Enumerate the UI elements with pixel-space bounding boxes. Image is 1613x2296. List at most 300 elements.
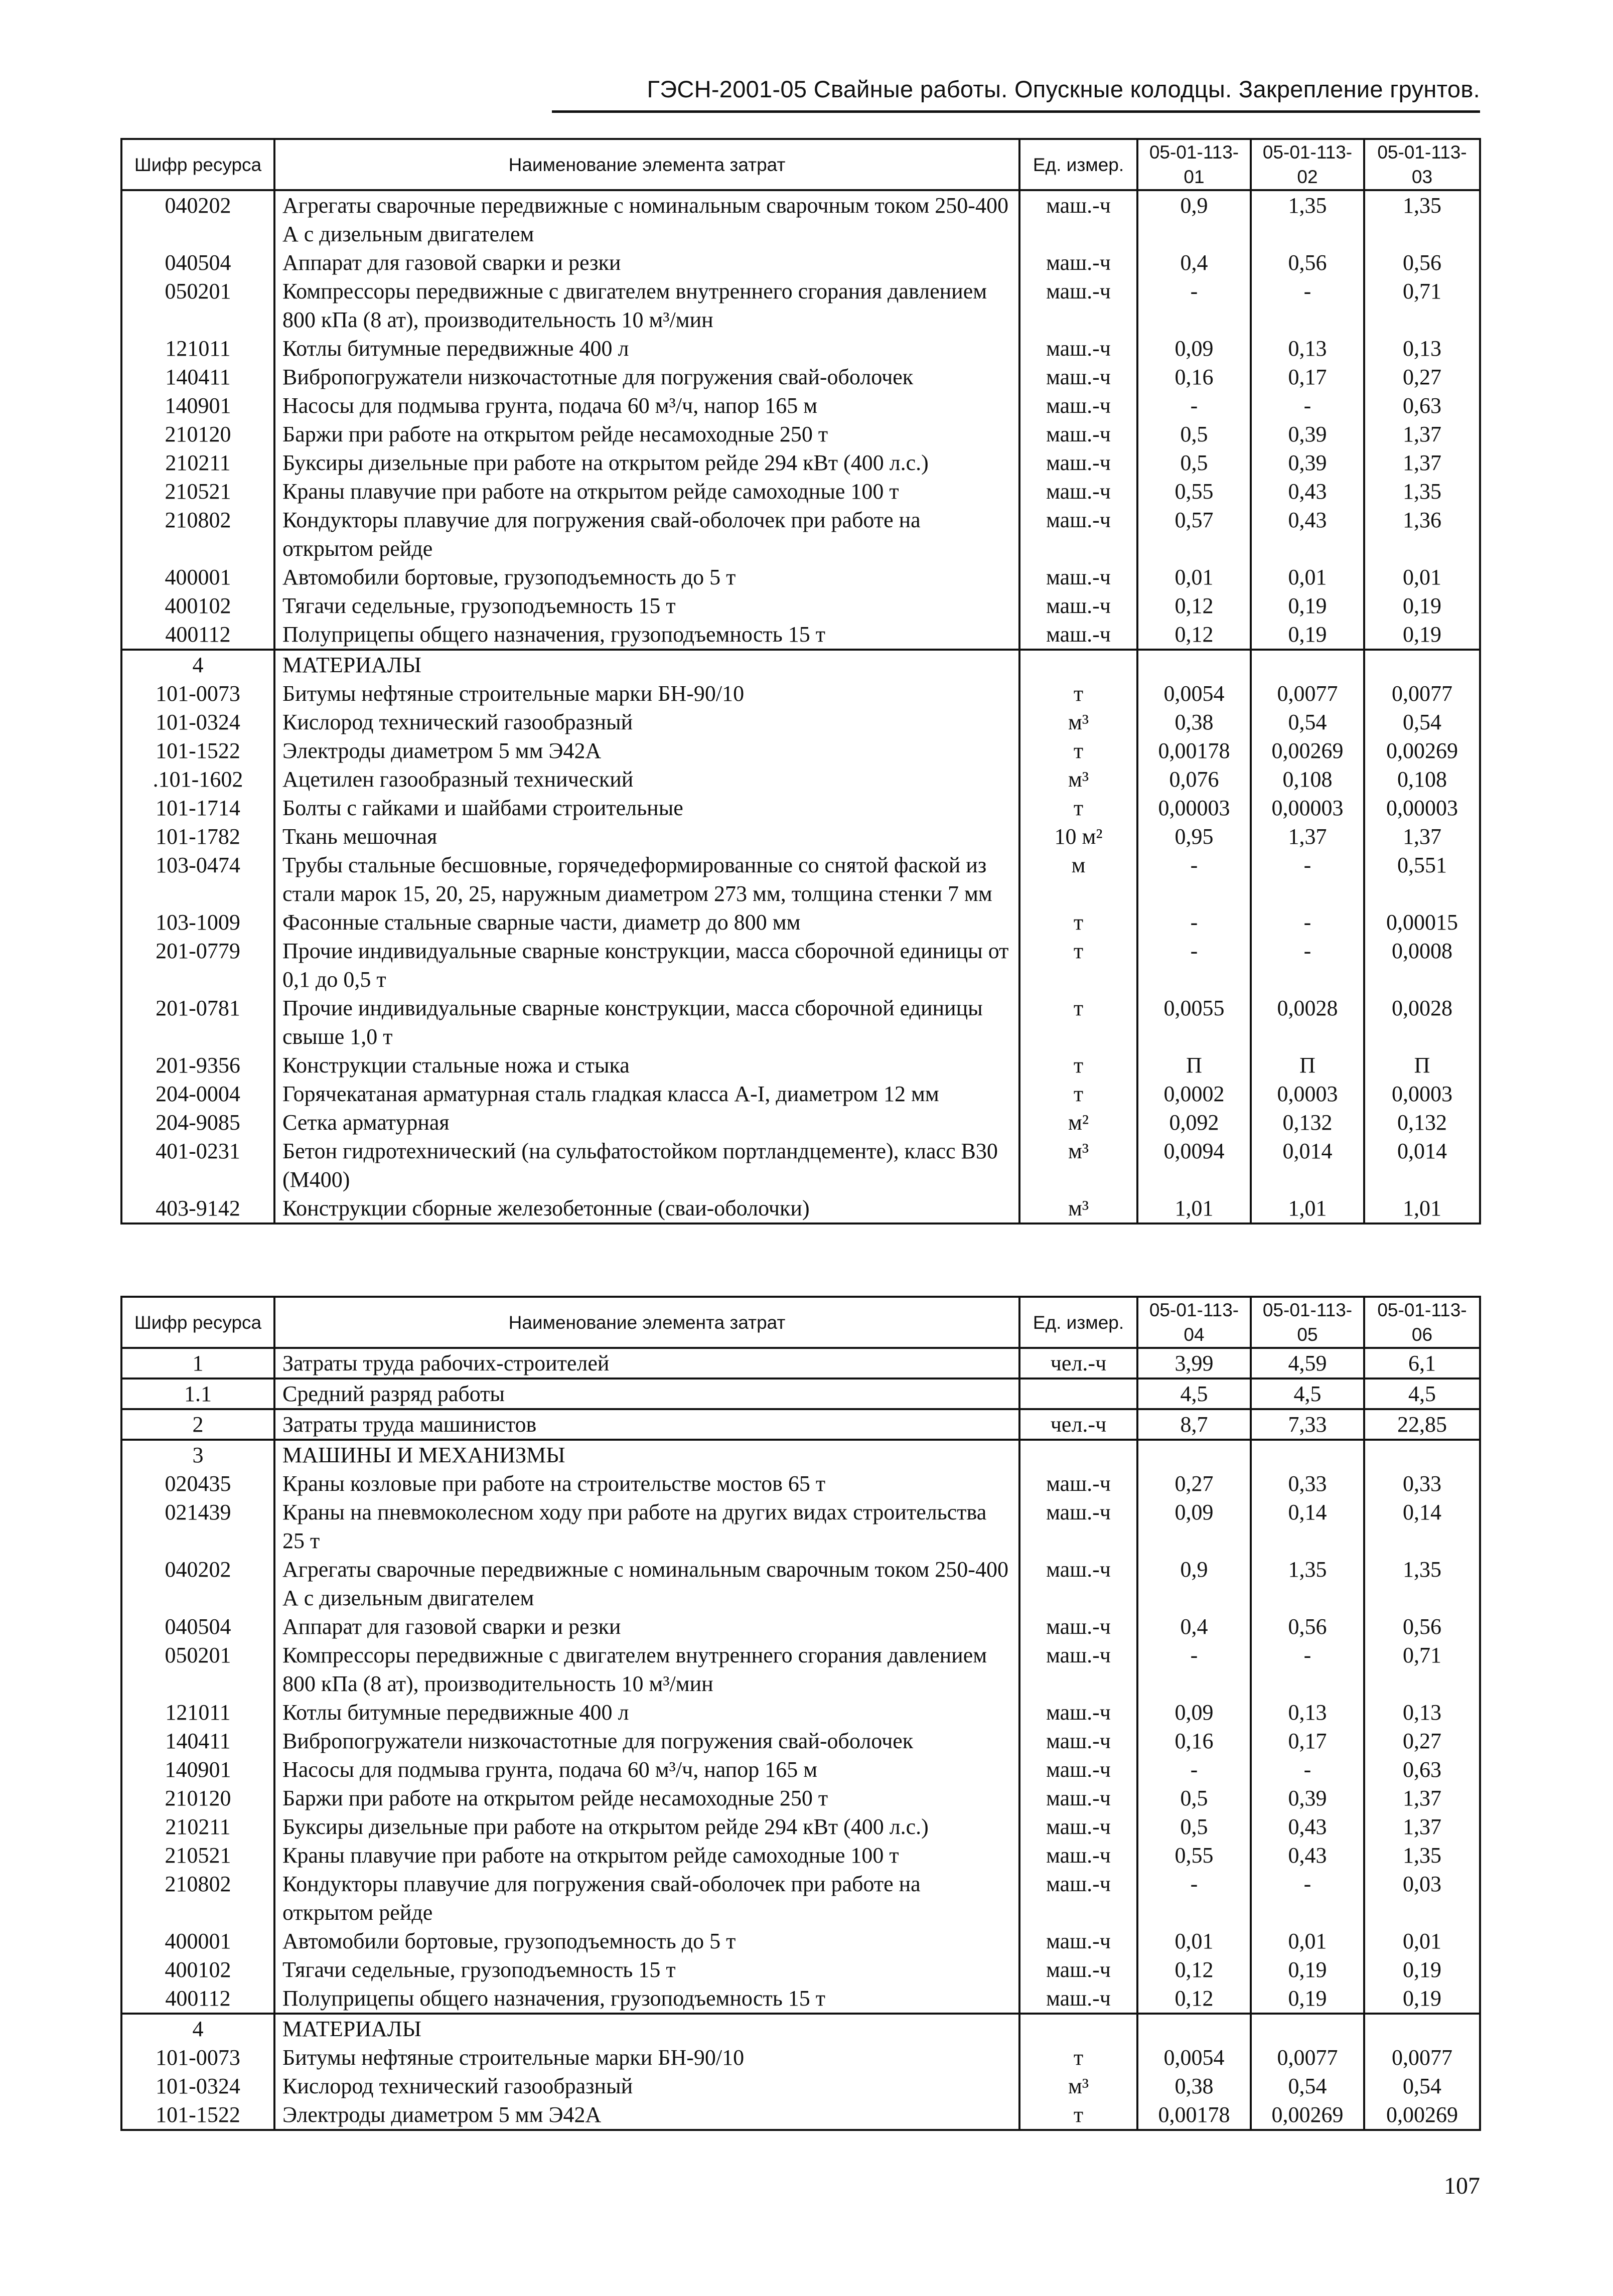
- cell-element-name: Насосы для подмыва грунта, подача 60 м³/ч, напор 165 м: [274, 391, 1019, 420]
- cell-norm-1: -: [1137, 851, 1251, 908]
- table-row: [121, 506, 1480, 563]
- cell-unit: маш.-ч: [1019, 334, 1137, 363]
- cell-unit: маш.-ч: [1019, 1927, 1137, 1955]
- cell-resource-code: 040504: [121, 248, 274, 277]
- table-row: [121, 765, 1480, 794]
- table-row: [121, 1469, 1480, 1498]
- cell-norm-1: 0,12: [1137, 591, 1251, 620]
- cell-norm-3: 0,71: [1364, 277, 1480, 334]
- cell-unit: маш.-ч: [1019, 1498, 1137, 1555]
- cell-element-name: Фасонные стальные сварные части, диаметр до 800 мм: [274, 908, 1019, 937]
- cell-norm-2: 1,37: [1251, 822, 1364, 851]
- cell-resource-code: 400001: [121, 563, 274, 591]
- cell-norm-3: 0,54: [1364, 2072, 1480, 2100]
- cell-resource-code: 2: [121, 1409, 274, 1440]
- cell-resource-code: 400102: [121, 591, 274, 620]
- cell-norm-1: -: [1137, 1641, 1251, 1698]
- cell-norm-2: -: [1251, 908, 1364, 937]
- cell-norm-1: [1137, 650, 1251, 679]
- cell-norm-1: 0,5: [1137, 448, 1251, 477]
- cell-unit: маш.-ч: [1019, 391, 1137, 420]
- cell-element-name: Краны козловые при работе на строительстве мостов 65 т: [274, 1469, 1019, 1498]
- header-code: Шифр ресурса: [121, 1297, 274, 1348]
- table-row: [121, 851, 1480, 908]
- table-row: [121, 1051, 1480, 1080]
- cell-unit: маш.-ч: [1019, 1955, 1137, 1984]
- cell-unit: м³: [1019, 708, 1137, 736]
- cell-resource-code: 210521: [121, 477, 274, 506]
- cell-norm-3: 0,108: [1364, 765, 1480, 794]
- cell-element-name: Краны на пневмоколесном ходу при работе на других видах строительства 25 т: [274, 1498, 1019, 1555]
- cell-unit: маш.-ч: [1019, 363, 1137, 391]
- cell-element-name: Ткань мешочная: [274, 822, 1019, 851]
- table-body: [121, 1348, 1480, 2130]
- cell-element-name: Тягачи седельные, грузоподъемность 15 т: [274, 1955, 1019, 1984]
- cell-norm-3: 22,85: [1364, 1409, 1480, 1440]
- cell-norm-2: 0,19: [1251, 1955, 1364, 1984]
- cell-norm-1: 0,09: [1137, 334, 1251, 363]
- cell-norm-1: 0,01: [1137, 1927, 1251, 1955]
- cell-norm-1: 0,0055: [1137, 994, 1251, 1051]
- table-row: [121, 2100, 1480, 2130]
- table-row: [121, 420, 1480, 448]
- section-row: [121, 650, 1480, 679]
- cell-norm-1: 0,55: [1137, 1841, 1251, 1870]
- cell-unit: т: [1019, 1051, 1137, 1080]
- cell-norm-3: [1364, 2014, 1480, 2043]
- cell-norm-3: 0,19: [1364, 1984, 1480, 2014]
- cell-resource-code: 1: [121, 1348, 274, 1379]
- cell-resource-code: 210120: [121, 1784, 274, 1812]
- cell-resource-code: 210521: [121, 1841, 274, 1870]
- cell-norm-1: 0,076: [1137, 765, 1251, 794]
- cell-norm-1: 0,27: [1137, 1469, 1251, 1498]
- cell-element-name: Затраты труда машинистов: [274, 1409, 1019, 1440]
- cell-unit: м³: [1019, 765, 1137, 794]
- cell-norm-2: 0,0077: [1251, 2043, 1364, 2072]
- cell-norm-2: 0,01: [1251, 1927, 1364, 1955]
- cell-norm-3: 0,00015: [1364, 908, 1480, 937]
- cell-element-name: Котлы битумные передвижные 400 л: [274, 334, 1019, 363]
- cell-element-name: Средний разряд работы: [274, 1379, 1019, 1409]
- cell-norm-3: 0,54: [1364, 708, 1480, 736]
- cell-element-name: Агрегаты сварочные передвижные с номинальным сварочным током 250-400 А с дизельным двигателем: [274, 1555, 1019, 1612]
- cell-norm-2: 0,54: [1251, 708, 1364, 736]
- cell-norm-2: 0,13: [1251, 1698, 1364, 1727]
- cell-norm-3: 1,36: [1364, 506, 1480, 563]
- table-row: [121, 1927, 1480, 1955]
- cell-norm-1: 0,4: [1137, 1612, 1251, 1641]
- cell-norm-1: 0,12: [1137, 620, 1251, 650]
- cell-unit: т: [1019, 908, 1137, 937]
- cell-element-name: Прочие индивидуальные сварные конструкции, масса сборочной единицы свыше 1,0 т: [274, 994, 1019, 1051]
- cell-norm-3: [1364, 1440, 1480, 1469]
- cell-resource-code: 140901: [121, 391, 274, 420]
- cell-unit: маш.-ч: [1019, 1698, 1137, 1727]
- section-row: [121, 1440, 1480, 1469]
- cell-resource-code: 103-1009: [121, 908, 274, 937]
- table-row: [121, 1641, 1480, 1698]
- cell-norm-2: 0,00003: [1251, 794, 1364, 822]
- cell-resource-code: 101-1782: [121, 822, 274, 851]
- cell-norm-3: 0,03: [1364, 1870, 1480, 1927]
- table-header-row: [121, 1297, 1480, 1348]
- table-row: [121, 1409, 1480, 1440]
- cell-norm-1: -: [1137, 908, 1251, 937]
- cell-element-name: Автомобили бортовые, грузоподъемность до 5 т: [274, 1927, 1019, 1955]
- cell-norm-3: 1,37: [1364, 1812, 1480, 1841]
- cell-norm-2: 0,43: [1251, 506, 1364, 563]
- cell-resource-code: 1.1: [121, 1379, 274, 1409]
- cell-norm-3: 0,551: [1364, 851, 1480, 908]
- cell-element-name: Насосы для подмыва грунта, подача 60 м³/ч, напор 165 м: [274, 1755, 1019, 1784]
- cell-unit: т: [1019, 994, 1137, 1051]
- table-row: [121, 1870, 1480, 1927]
- cell-norm-3: 0,19: [1364, 1955, 1480, 1984]
- cell-element-name: Кислород технический газообразный: [274, 2072, 1019, 2100]
- cell-norm-2: П: [1251, 1051, 1364, 1080]
- cell-element-name: Компрессоры передвижные с двигателем внутреннего сгорания давлением 800 кПа (8 ат), производительность 10 м³/мин: [274, 277, 1019, 334]
- cell-norm-3: 0,19: [1364, 591, 1480, 620]
- table-row: [121, 1137, 1480, 1194]
- table-row: [121, 736, 1480, 765]
- cell-norm-3: 0,27: [1364, 1727, 1480, 1755]
- cell-norm-3: 0,56: [1364, 1612, 1480, 1641]
- cell-unit: маш.-ч: [1019, 591, 1137, 620]
- cell-unit: маш.-ч: [1019, 1555, 1137, 1612]
- table-row: [121, 1841, 1480, 1870]
- cell-norm-3: 0,71: [1364, 1641, 1480, 1698]
- cell-norm-2: 0,00269: [1251, 2100, 1364, 2130]
- cell-norm-2: 0,108: [1251, 765, 1364, 794]
- cell-unit: чел.-ч: [1019, 1409, 1137, 1440]
- cell-norm-2: 0,43: [1251, 477, 1364, 506]
- cell-resource-code: 403-9142: [121, 1194, 274, 1223]
- cell-unit: маш.-ч: [1019, 1870, 1137, 1927]
- cell-norm-3: 1,37: [1364, 420, 1480, 448]
- table-row: [121, 2043, 1480, 2072]
- table-row: [121, 1194, 1480, 1223]
- cell-norm-1: 0,9: [1137, 190, 1251, 248]
- cell-element-name: Ацетилен газообразный технический: [274, 765, 1019, 794]
- cell-norm-3: 0,14: [1364, 1498, 1480, 1555]
- cell-element-name: Краны плавучие при работе на открытом рейде самоходные 100 т: [274, 1841, 1019, 1870]
- cell-norm-1: 0,9: [1137, 1555, 1251, 1612]
- cell-unit: маш.-ч: [1019, 1469, 1137, 1498]
- cell-norm-2: 0,19: [1251, 620, 1364, 650]
- cell-norm-2: 0,14: [1251, 1498, 1364, 1555]
- cell-norm-1: 0,01: [1137, 563, 1251, 591]
- cell-element-name: Вибропогружатели низкочастотные для погружения свай-оболочек: [274, 1727, 1019, 1755]
- cell-unit: маш.-ч: [1019, 420, 1137, 448]
- cell-resource-code: 040202: [121, 1555, 274, 1612]
- cell-norm-1: 3,99: [1137, 1348, 1251, 1379]
- cell-unit: м²: [1019, 1108, 1137, 1137]
- table-row: [121, 679, 1480, 708]
- cell-element-name: Буксиры дизельные при работе на открытом рейде 294 кВт (400 л.с.): [274, 1812, 1019, 1841]
- cell-element-name: Болты с гайками и шайбами строительные: [274, 794, 1019, 822]
- header-norm-2: 05-01-113-02: [1251, 139, 1364, 190]
- table-row: [121, 1698, 1480, 1727]
- cell-norm-3: 0,00269: [1364, 2100, 1480, 2130]
- cell-norm-3: 1,35: [1364, 1555, 1480, 1612]
- header-norm-3: 05-01-113-06: [1364, 1297, 1480, 1348]
- cell-norm-2: 1,35: [1251, 190, 1364, 248]
- cell-unit: м³: [1019, 2072, 1137, 2100]
- cell-unit: маш.-ч: [1019, 1984, 1137, 2014]
- cell-element-name: Вибропогружатели низкочастотные для погружения свай-оболочек: [274, 363, 1019, 391]
- cell-unit: маш.-ч: [1019, 277, 1137, 334]
- cell-unit: маш.-ч: [1019, 477, 1137, 506]
- cell-resource-code: 210120: [121, 420, 274, 448]
- cell-unit: маш.-ч: [1019, 1612, 1137, 1641]
- page-number: 107: [1444, 2173, 1480, 2199]
- cell-unit: чел.-ч: [1019, 1348, 1137, 1379]
- cell-resource-code: 201-0781: [121, 994, 274, 1051]
- cell-element-name: Полуприцепы общего назначения, грузоподъемность 15 т: [274, 1984, 1019, 2014]
- cell-element-name: Полуприцепы общего назначения, грузоподъемность 15 т: [274, 620, 1019, 650]
- cell-norm-2: [1251, 2014, 1364, 2043]
- cell-resource-code: 101-1522: [121, 736, 274, 765]
- cell-resource-code: 101-1714: [121, 794, 274, 822]
- cell-unit: [1019, 1440, 1137, 1469]
- table-row: [121, 822, 1480, 851]
- cell-unit: т: [1019, 736, 1137, 765]
- table-row: [121, 1612, 1480, 1641]
- cell-resource-code: 3: [121, 1440, 274, 1469]
- cell-norm-2: 0,43: [1251, 1841, 1364, 1870]
- cell-norm-2: 1,01: [1251, 1194, 1364, 1223]
- header-norm-2: 05-01-113-05: [1251, 1297, 1364, 1348]
- table-row: [121, 1755, 1480, 1784]
- cell-norm-3: 0,13: [1364, 1698, 1480, 1727]
- cell-norm-3: 0,0008: [1364, 937, 1480, 994]
- cell-norm-2: 0,39: [1251, 448, 1364, 477]
- cell-resource-code: 400112: [121, 1984, 274, 2014]
- cell-resource-code: 121011: [121, 1698, 274, 1727]
- cell-norm-3: 0,19: [1364, 620, 1480, 650]
- table-row: [121, 1955, 1480, 1984]
- cell-norm-3: 0,01: [1364, 1927, 1480, 1955]
- table-row: [121, 591, 1480, 620]
- table-row: [121, 994, 1480, 1051]
- cell-unit: м³: [1019, 1194, 1137, 1223]
- cell-resource-code: 210211: [121, 448, 274, 477]
- cell-unit: маш.-ч: [1019, 1784, 1137, 1812]
- header-norm-1: 05-01-113-01: [1137, 139, 1251, 190]
- cell-element-name: Краны плавучие при работе на открытом рейде самоходные 100 т: [274, 477, 1019, 506]
- cell-resource-code: 4: [121, 650, 274, 679]
- cell-resource-code: 400102: [121, 1955, 274, 1984]
- cell-norm-3: 0,33: [1364, 1469, 1480, 1498]
- cell-element-name: Тягачи седельные, грузоподъемность 15 т: [274, 591, 1019, 620]
- table-row: [121, 563, 1480, 591]
- table-row: [121, 190, 1480, 248]
- cell-norm-3: 0,0077: [1364, 2043, 1480, 2072]
- cell-norm-1: 0,38: [1137, 708, 1251, 736]
- table-row: [121, 1812, 1480, 1841]
- header-norm-3: 05-01-113-03: [1364, 139, 1480, 190]
- header-unit: Ед. измер.: [1019, 139, 1137, 190]
- cell-norm-3: 0,01: [1364, 563, 1480, 591]
- cell-norm-2: 0,00269: [1251, 736, 1364, 765]
- header-name: Наименование элемента затрат: [274, 1297, 1019, 1348]
- cell-element-name: МАТЕРИАЛЫ: [274, 2014, 1019, 2043]
- cell-norm-2: -: [1251, 1755, 1364, 1784]
- cell-unit: [1019, 1379, 1137, 1409]
- table-row: [121, 363, 1480, 391]
- table-row: [121, 1080, 1480, 1108]
- cell-element-name: Компрессоры передвижные с двигателем внутреннего сгорания давлением 800 кПа (8 ат), производительность 10 м³/мин: [274, 1641, 1019, 1698]
- cell-norm-2: -: [1251, 277, 1364, 334]
- cell-norm-3: 0,00269: [1364, 736, 1480, 765]
- table-row: [121, 2072, 1480, 2100]
- cell-norm-1: 0,00178: [1137, 2100, 1251, 2130]
- cell-resource-code: 101-0073: [121, 679, 274, 708]
- cell-resource-code: 210802: [121, 1870, 274, 1927]
- cell-unit: т: [1019, 1080, 1137, 1108]
- cell-norm-1: 8,7: [1137, 1409, 1251, 1440]
- table-row: [121, 477, 1480, 506]
- cell-element-name: Агрегаты сварочные передвижные с номинальным сварочным током 250-400 А с дизельным двигателем: [274, 190, 1019, 248]
- table-row: [121, 1379, 1480, 1409]
- cell-resource-code: 121011: [121, 334, 274, 363]
- cell-norm-2: 0,01: [1251, 563, 1364, 591]
- cell-norm-3: 0,0003: [1364, 1080, 1480, 1108]
- cell-norm-1: 0,16: [1137, 363, 1251, 391]
- cell-resource-code: 204-9085: [121, 1108, 274, 1137]
- cell-norm-2: 0,014: [1251, 1137, 1364, 1194]
- cell-element-name: Сетка арматурная: [274, 1108, 1019, 1137]
- cell-norm-2: 1,35: [1251, 1555, 1364, 1612]
- cell-unit: маш.-ч: [1019, 563, 1137, 591]
- cell-norm-1: -: [1137, 1870, 1251, 1927]
- table-row: [121, 1348, 1480, 1379]
- cell-norm-1: 0,0054: [1137, 2043, 1251, 2072]
- cell-norm-2: -: [1251, 1641, 1364, 1698]
- cell-norm-1: -: [1137, 937, 1251, 994]
- cell-unit: маш.-ч: [1019, 448, 1137, 477]
- cell-element-name: Кондукторы плавучие для погружения свай-оболочек при работе на открытом рейде: [274, 1870, 1019, 1927]
- cell-unit: т: [1019, 2100, 1137, 2130]
- cell-unit: маш.-ч: [1019, 1841, 1137, 1870]
- cell-norm-3: 4,5: [1364, 1379, 1480, 1409]
- cell-norm-1: 0,57: [1137, 506, 1251, 563]
- table-row: [121, 1784, 1480, 1812]
- cell-resource-code: 050201: [121, 277, 274, 334]
- cell-resource-code: 101-0073: [121, 2043, 274, 2072]
- cell-norm-2: 0,39: [1251, 1784, 1364, 1812]
- cell-unit: м³: [1019, 1137, 1137, 1194]
- cell-norm-2: 0,54: [1251, 2072, 1364, 2100]
- cell-norm-2: 0,13: [1251, 334, 1364, 363]
- cell-resource-code: 140411: [121, 363, 274, 391]
- cell-norm-1: -: [1137, 1755, 1251, 1784]
- header-rule: [552, 110, 1480, 113]
- cell-norm-3: 1,37: [1364, 1784, 1480, 1812]
- cell-norm-1: 0,5: [1137, 1812, 1251, 1841]
- cell-resource-code: 401-0231: [121, 1137, 274, 1194]
- cell-norm-3: 0,27: [1364, 363, 1480, 391]
- cell-norm-3: 1,35: [1364, 190, 1480, 248]
- cell-resource-code: 020435: [121, 1469, 274, 1498]
- cell-unit: маш.-ч: [1019, 1755, 1137, 1784]
- cell-element-name: Битумы нефтяные строительные марки БН-90/10: [274, 2043, 1019, 2072]
- table-row: [121, 794, 1480, 822]
- cell-element-name: МАТЕРИАЛЫ: [274, 650, 1019, 679]
- cell-resource-code: 4: [121, 2014, 274, 2043]
- cell-norm-1: 1,01: [1137, 1194, 1251, 1223]
- cell-element-name: Баржи при работе на открытом рейде несамоходные 250 т: [274, 1784, 1019, 1812]
- cell-element-name: Котлы битумные передвижные 400 л: [274, 1698, 1019, 1727]
- cell-element-name: МАШИНЫ И МЕХАНИЗМЫ: [274, 1440, 1019, 1469]
- cell-resource-code: 101-1522: [121, 2100, 274, 2130]
- cell-unit: маш.-ч: [1019, 1727, 1137, 1755]
- cell-norm-1: 0,5: [1137, 1784, 1251, 1812]
- table-row: [121, 1498, 1480, 1555]
- cell-resource-code: 050201: [121, 1641, 274, 1698]
- cell-norm-3: 1,35: [1364, 477, 1480, 506]
- cell-norm-1: 0,0054: [1137, 679, 1251, 708]
- cell-resource-code: 400112: [121, 620, 274, 650]
- table-row: [121, 448, 1480, 477]
- cell-unit: маш.-ч: [1019, 190, 1137, 248]
- cell-norm-3: 1,01: [1364, 1194, 1480, 1223]
- cell-norm-3: 0,56: [1364, 248, 1480, 277]
- cell-unit: т: [1019, 2043, 1137, 2072]
- table-row: [121, 708, 1480, 736]
- cell-norm-2: 0,17: [1251, 1727, 1364, 1755]
- section-row: [121, 2014, 1480, 2043]
- cell-norm-1: 0,5: [1137, 420, 1251, 448]
- cell-norm-3: 0,13: [1364, 334, 1480, 363]
- cell-norm-2: -: [1251, 851, 1364, 908]
- cell-norm-1: 0,55: [1137, 477, 1251, 506]
- cell-norm-2: [1251, 1440, 1364, 1469]
- cell-element-name: Баржи при работе на открытом рейде несамоходные 250 т: [274, 420, 1019, 448]
- cell-element-name: Электроды диаметром 5 мм Э42А: [274, 736, 1019, 765]
- header-code: Шифр ресурса: [121, 139, 274, 190]
- cell-norm-1: 0,00003: [1137, 794, 1251, 822]
- cell-norm-3: 1,37: [1364, 822, 1480, 851]
- resource-table-1: [120, 138, 1481, 1224]
- cell-norm-2: 0,56: [1251, 1612, 1364, 1641]
- cell-norm-1: П: [1137, 1051, 1251, 1080]
- cell-norm-1: 0,4: [1137, 248, 1251, 277]
- cell-norm-1: [1137, 2014, 1251, 2043]
- cell-norm-2: 0,19: [1251, 591, 1364, 620]
- cell-element-name: Аппарат для газовой сварки и резки: [274, 248, 1019, 277]
- cell-element-name: Трубы стальные бесшовные, горячедеформированные со снятой фаской из стали марок 15, 20, 25, наружным диаметром 273 мм, толщина стенки 7 мм: [274, 851, 1019, 908]
- cell-norm-2: [1251, 650, 1364, 679]
- table-row: [121, 1727, 1480, 1755]
- cell-norm-1: 0,092: [1137, 1108, 1251, 1137]
- cell-element-name: Битумы нефтяные строительные марки БН-90/10: [274, 679, 1019, 708]
- cell-unit: 10 м²: [1019, 822, 1137, 851]
- header-name: Наименование элемента затрат: [274, 139, 1019, 190]
- cell-norm-3: 0,63: [1364, 1755, 1480, 1784]
- cell-norm-3: 0,0028: [1364, 994, 1480, 1051]
- cell-norm-2: 0,0077: [1251, 679, 1364, 708]
- cell-norm-2: -: [1251, 1870, 1364, 1927]
- cell-norm-2: 0,56: [1251, 248, 1364, 277]
- table-body: [121, 190, 1480, 1223]
- cell-norm-3: 6,1: [1364, 1348, 1480, 1379]
- cell-norm-2: 0,17: [1251, 363, 1364, 391]
- cell-norm-1: 0,0094: [1137, 1137, 1251, 1194]
- table-row: [121, 908, 1480, 937]
- cell-norm-3: 0,014: [1364, 1137, 1480, 1194]
